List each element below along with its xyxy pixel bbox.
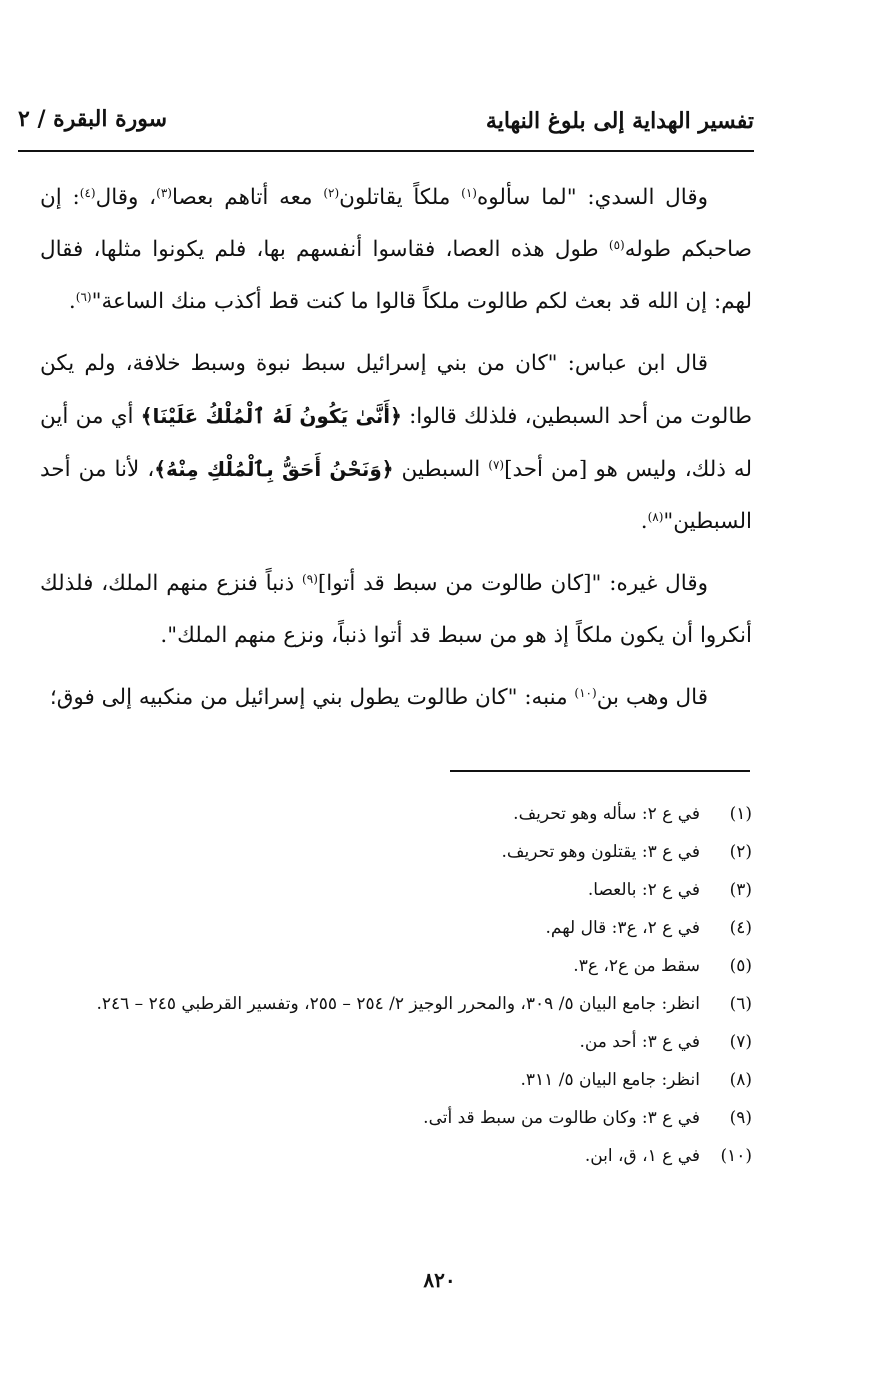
footnote-text: انظر: جامع البيان ٥/ ٣٠٩، والمحرر الوجيز ٢/ ٢٥٤ – ٢٥٥، وتفسير القرطبي ٢٤٥ – ٢٤٦. xyxy=(96,994,700,1014)
footnote-text: في ع ٢: سأله وهو تحريف. xyxy=(513,804,700,824)
paragraph-text: : إن صاحبكم طوله xyxy=(40,185,752,262)
footnote-divider xyxy=(450,770,750,772)
footnote xyxy=(30,833,752,871)
footnote-text: في ع ٣: أحد من. xyxy=(579,1032,700,1052)
page-number: ٨٢٠ xyxy=(423,1268,456,1292)
paragraph-text: وقال السدي: "لما سألوه xyxy=(476,185,709,210)
footnote-ref[interactable]: (٨) xyxy=(647,510,664,524)
header-divider xyxy=(18,150,754,152)
footnote-number: (٨) xyxy=(729,1070,752,1090)
footnote xyxy=(30,871,752,909)
footnotes-list xyxy=(30,795,752,1175)
footnote-ref[interactable]: (١٠) xyxy=(574,686,597,700)
footnote xyxy=(30,1099,752,1137)
paragraph-text: معه أتاهم بعصا xyxy=(171,185,324,210)
footnote-ref[interactable]: (٩) xyxy=(302,572,318,586)
footnote-number: (٧) xyxy=(729,1032,752,1052)
paragraph-text: ملكاً يقاتلون xyxy=(339,185,462,210)
paragraph-text: قال ابن عباس: "كان من بني إسرائيل سبط نبوة وسبط خلافة، ولم يكن طالوت من أحد السبطين، فلذلك قالوا: xyxy=(40,351,752,429)
footnote-ref[interactable]: (٢) xyxy=(323,186,340,200)
footnote-ref[interactable]: (١) xyxy=(461,186,477,200)
footnote xyxy=(30,1061,752,1099)
footnote-number: (٢) xyxy=(729,842,752,862)
footnote-ref[interactable]: (٣) xyxy=(156,186,172,200)
footnote-text: في ع ٢: بالعصا. xyxy=(587,880,700,900)
footnote-text: في ع ٣: وكان طالوت من سبط قد أتى. xyxy=(423,1108,700,1128)
footnote-number: (٦) xyxy=(729,994,752,1014)
footnote xyxy=(30,985,752,1023)
paragraph xyxy=(40,558,752,662)
paragraph-text: ، وقال xyxy=(95,185,157,210)
paragraph-text: قال وهب بن xyxy=(596,685,708,710)
quran-quote: ﴿وَنَحْنُ أَحَقُّ بِٱلْمُلْكِ مِنْهُ﴾ xyxy=(154,457,394,481)
paragraph-text: أي من أين له ذلك، وليس هو [من أحد] xyxy=(40,404,753,482)
paragraph-text: وقال غيره: "[كان طالوت من سبط قد أتوا] xyxy=(317,571,708,596)
footnote xyxy=(30,909,752,947)
surah-label: سورة البقرة / ٢ xyxy=(18,106,168,132)
footnote-ref[interactable]: (٤) xyxy=(79,186,96,200)
footnote-number: (١) xyxy=(729,804,752,824)
book-title: تفسير الهداية إلى بلوغ النهاية xyxy=(485,108,754,134)
footnote xyxy=(30,1137,752,1175)
footnote xyxy=(30,1023,752,1061)
quran-quote: ﴿أَنَّىٰ يَكُونُ لَهُ ٱلْمُلْكُ عَلَيْنَا﴾ xyxy=(140,404,402,428)
footnote-number: (١٠) xyxy=(720,1146,752,1166)
footnote-number: (٤) xyxy=(729,918,752,938)
footnote-ref[interactable]: (٦) xyxy=(75,290,92,304)
footnote-number: (٥) xyxy=(729,956,752,976)
paragraph-text: السبطين xyxy=(393,457,489,482)
paragraph-text: ، لأنا من أحد السبطين" xyxy=(40,457,752,534)
footnote-text: في ع ٣: يقتلون وهو تحريف. xyxy=(501,842,700,862)
footnote xyxy=(30,795,752,833)
footnote-text: في ع ١، ق، ابن. xyxy=(584,1146,700,1166)
paragraph xyxy=(40,172,752,328)
paragraph xyxy=(40,338,752,548)
footnote-ref[interactable]: (٧) xyxy=(488,458,505,472)
paragraph-text: منبه: "كان طالوت يطول بني إسرائيل من منكبيه إلى فوق؛ xyxy=(49,685,575,710)
paragraph xyxy=(40,672,752,724)
footnote-text: في ع ٢، ع٣: قال لهم. xyxy=(545,918,700,938)
footnote-ref[interactable]: (٥) xyxy=(608,238,625,252)
main-text xyxy=(40,172,752,734)
paragraph-text: طول هذه العصا، فقاسوا أنفسهم بها، فلم يكونوا مثلها، فقال لهم: إن الله قد بعث لكم طالوت ملكاً قالوا ما كنت قط أكذب منك الساعة" xyxy=(40,237,752,314)
footnote-number: (٩) xyxy=(729,1108,752,1128)
running-header xyxy=(18,100,754,146)
paragraph-text: . xyxy=(68,289,76,314)
footnote xyxy=(30,947,752,985)
footnote-text: سقط من ع٢، ع٣. xyxy=(573,956,700,976)
paragraph-text: . xyxy=(640,509,648,534)
footnote-text: انظر: جامع البيان ٥/ ٣١١. xyxy=(520,1070,700,1090)
paragraph-text: ذنباً فنزع منهم الملك، فلذلك أنكروا أن يكون ملكاً إذ هو من سبط قد أتوا ذنباً، ونزع منهم الملك". xyxy=(40,571,752,648)
footnote-number: (٣) xyxy=(729,880,752,900)
